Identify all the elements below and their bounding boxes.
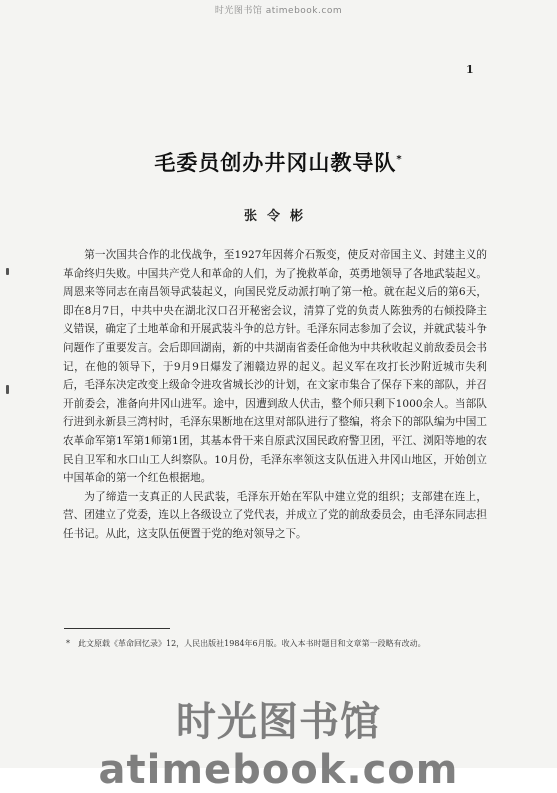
article-body [63,246,487,544]
footnote [66,637,502,650]
page-number: 1 [466,63,474,76]
binding-mark [6,268,9,275]
title-text: 毛委员创办井冈山教导队 [154,151,397,175]
footnote-divider [64,628,170,629]
footer-watermark: 时光图书馆atimebook.com [98,699,459,793]
article-title [0,147,557,177]
paragraph: 第一次国共合作的北伐战争，至1927年因蒋介石叛变，使反对帝国主义、封建主义的革命终归失败。中国共产党人和革命的人们，为了挽救革命，英勇地领导了各地武装起义。周恩来等同志在南昌领导武装起义，向国民党反动派打响了第一枪。就在起义后的第6天，即在8月7日，中共中央在湖北汉口召开秘密会议，清算了党的负责人陈独秀的右倾投降主义错误，确定了土地革命和开展武装斗争的总方针。毛泽东同志参加了会议，并就武装斗争问题作了重要发言。会后即回湖南，新的中共湖南省委任命他为中共秋收起义前敌委员会书记，在他的领导下，于9月9日爆发了湘赣边界的起义。起义军在攻打长沙附近城市失利后，毛泽东决定改变上级命令进攻省城长沙的计划，在文家市集合了保存下来的部队，并召开前委会，准备向井冈山进军。途中，因遭到敌人伏击，整个师只剩下1000余人。当部队行进到永新县三湾村时，毛泽东果断地在这里对部队进行了整编，将余下的部队编为中国工农革命军第1军第1师第1团，其基本骨干来自原武汉国民政府警卫团，平江、浏阳等地的农民自卫军和水口山工人纠察队。10月份，毛泽东率领这支队伍进入井冈山地区，开始创立中国革命的第一个红色根据地。 [63,249,487,485]
binding-mark [6,385,9,394]
footnote-bullet: * [66,639,70,648]
paragraph: 为了缔造一支真正的人民武装，毛泽东开始在军队中建立党的组织；支部建在连上，营、团建立了党委，连以上各级设立了党代表，并成立了党的前敌委员会，由毛泽东同志担任书记。从此，这支队伍便置于党的绝对领导之下。 [63,490,487,540]
title-footnote-mark: * [396,154,403,165]
author-name: 张令彬 [243,209,313,224]
footnote-text: 此文原载《革命回忆录》12，人民出版社1984年6月版。收入本书时题目和文章第一段略有改动。 [78,639,426,648]
header-watermark: 时光图书馆 atimebook.com [214,6,343,16]
